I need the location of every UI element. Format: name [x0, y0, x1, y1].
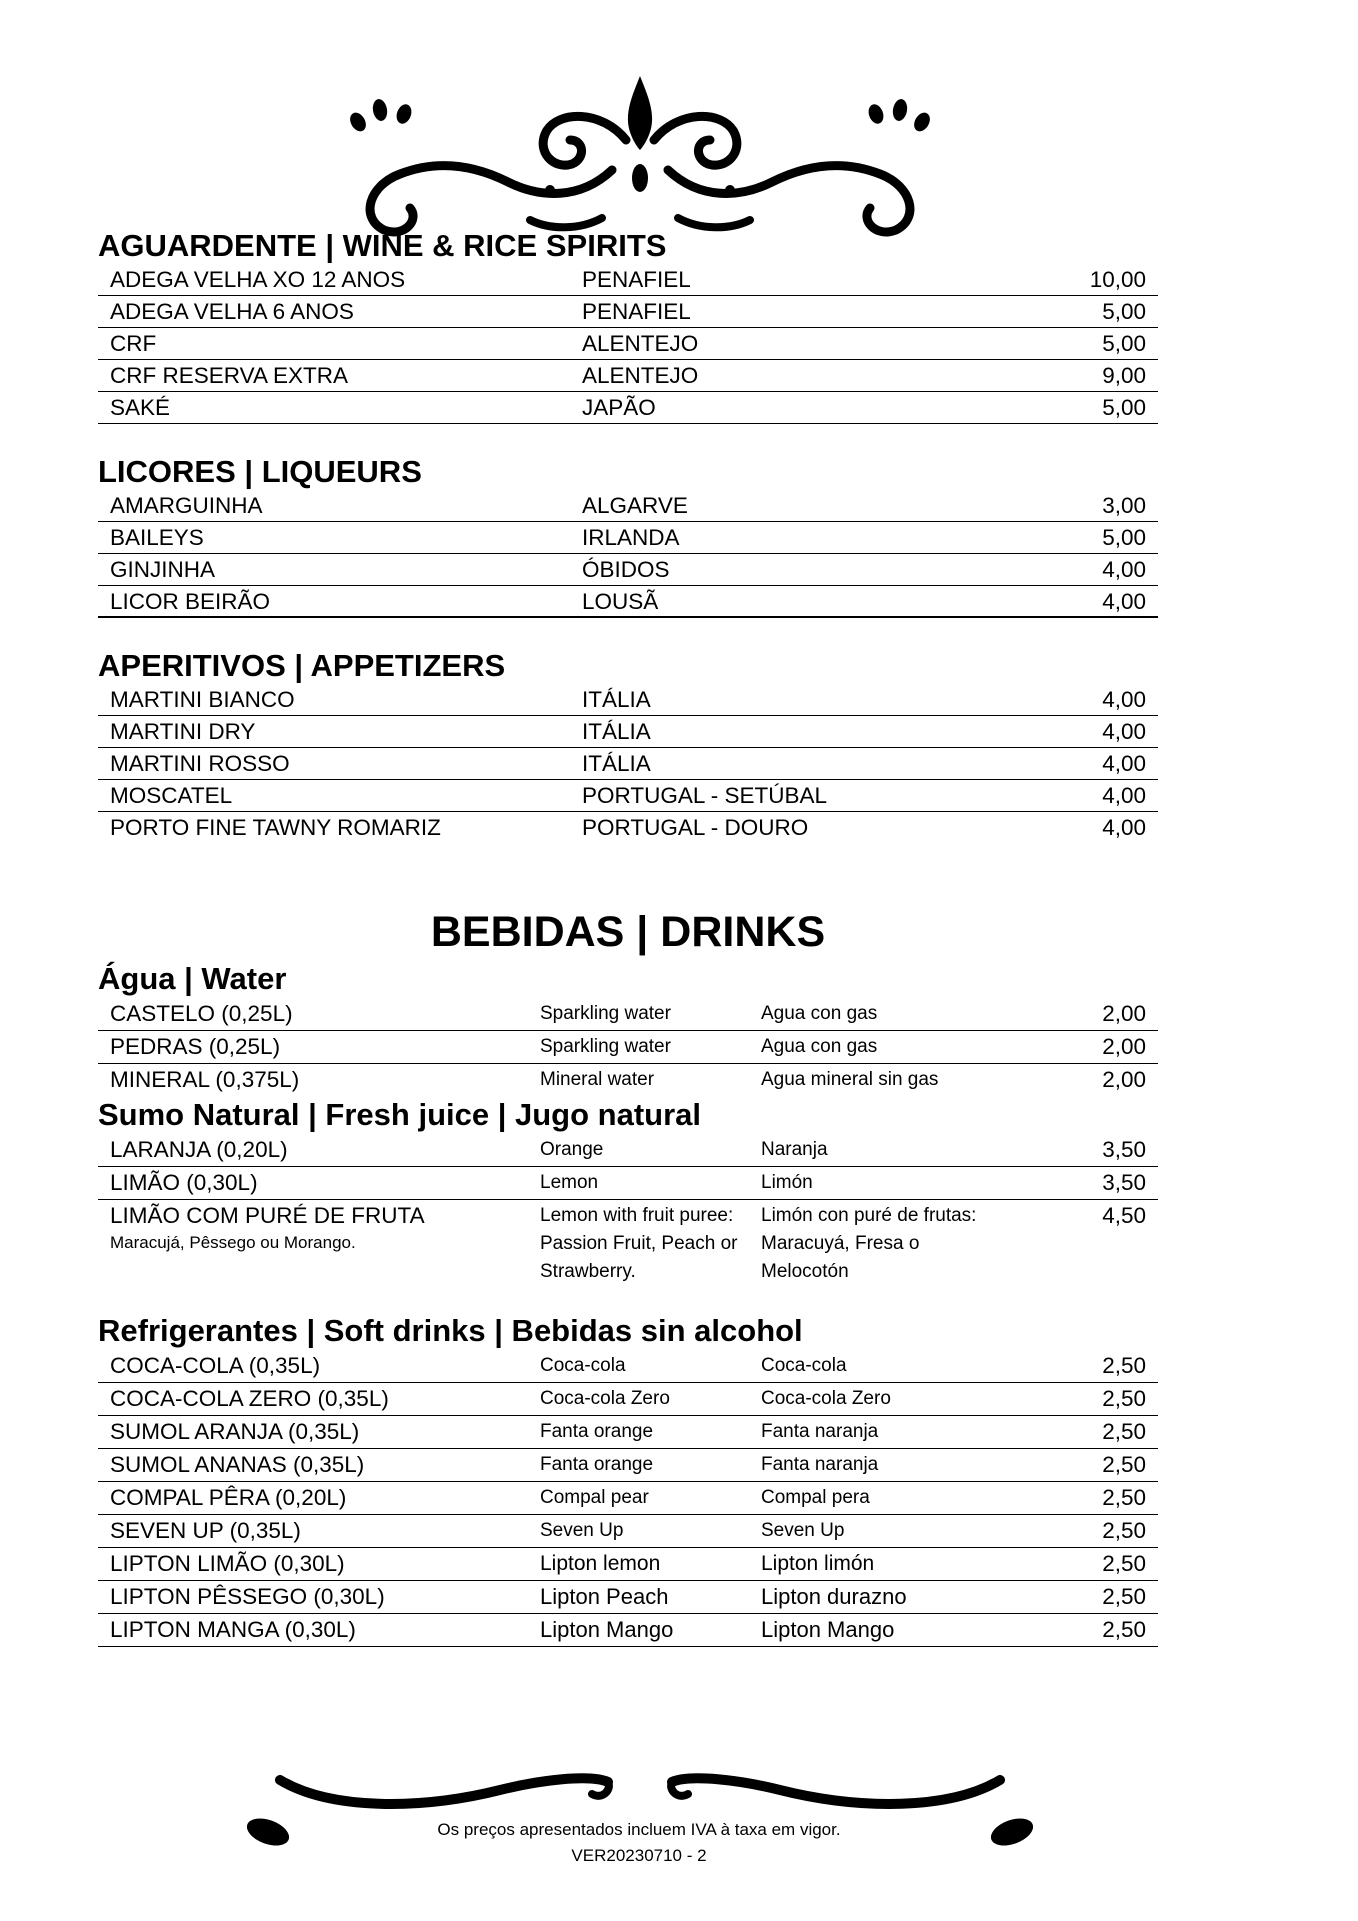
menu-row: [98, 684, 1158, 716]
drink-name: COCA-COLA (0,35L): [110, 1353, 321, 1378]
group-soft-drinks: [98, 1312, 1158, 1647]
item-price: 3,00: [1102, 493, 1146, 518]
drink-name: LARANJA (0,20L): [110, 1137, 288, 1162]
drink-price: 3,50: [1102, 1170, 1146, 1195]
drink-english: Fanta orange: [540, 1454, 654, 1475]
menu-row: [98, 490, 1158, 522]
item-name: MARTINI BIANCO: [110, 687, 295, 712]
top-ornament-flourish-icon: [340, 70, 940, 240]
menu-row: [98, 716, 1158, 748]
item-origin: PORTUGAL - SETÚBAL: [582, 783, 828, 808]
item-name: BAILEYS: [110, 525, 204, 550]
item-name: SAKÉ: [110, 395, 171, 420]
drink-name: LIPTON LIMÃO (0,30L): [110, 1551, 345, 1576]
item-price: 5,00: [1102, 395, 1146, 420]
group-title: Água | Water: [98, 961, 287, 996]
item-origin: ITÁLIA: [582, 719, 651, 744]
drink-spanish: Agua con gas: [761, 1003, 878, 1024]
item-name: LICOR BEIRÃO: [110, 589, 271, 614]
item-name: CRF: [110, 331, 157, 356]
item-origin: ÓBIDOS: [582, 557, 670, 582]
drink-name: COCA-COLA ZERO (0,35L): [110, 1386, 389, 1411]
item-price: 4,00: [1102, 751, 1146, 776]
drink-spanish: Lipton Mango: [761, 1617, 895, 1642]
drink-spanish: Seven Up: [761, 1520, 845, 1541]
drink-row: [98, 1614, 1158, 1647]
drink-spanish: Lipton durazno: [761, 1584, 907, 1609]
group-title: Sumo Natural | Fresh juice | Jugo natural: [98, 1097, 702, 1132]
drink-name: MINERAL (0,375L): [110, 1067, 300, 1092]
drink-price: 2,00: [1102, 1001, 1146, 1026]
drink-english: Lemon: [540, 1172, 599, 1193]
drink-name: SEVEN UP (0,35L): [110, 1518, 301, 1543]
item-price: 4,00: [1102, 783, 1146, 808]
drink-english: Coca-cola Zero: [540, 1388, 670, 1409]
menu-row: [98, 296, 1158, 328]
drink-price: 3,50: [1102, 1137, 1146, 1162]
drink-row: [98, 1350, 1158, 1383]
drink-name: LIPTON MANGA (0,30L): [110, 1617, 356, 1642]
item-origin: PENAFIEL: [582, 267, 691, 292]
group-title: Refrigerantes | Soft drinks | Bebidas sin alcohol: [98, 1313, 803, 1348]
drink-spanish: Coca-cola: [761, 1355, 847, 1376]
item-name: MARTINI DRY: [110, 719, 256, 744]
menu-row: [98, 748, 1158, 780]
drink-name: LIMÃO COM PURÉ DE FRUTA: [110, 1203, 425, 1228]
item-name: MARTINI ROSSO: [110, 751, 290, 776]
item-price: 4,00: [1102, 719, 1146, 744]
menu-row: [98, 812, 1158, 844]
item-price: 4,00: [1102, 687, 1146, 712]
drink-english: Seven Up: [540, 1520, 624, 1541]
menu-row: [98, 360, 1158, 392]
section-licores: [98, 454, 1158, 618]
drink-name: SUMOL ANANAS (0,35L): [110, 1452, 365, 1477]
menu-row: [98, 586, 1158, 618]
drink-price: 4,50: [1102, 1203, 1146, 1228]
menu-content: [98, 228, 1158, 1647]
drink-note: Maracujá, Pêssego ou Morango.: [110, 1233, 356, 1252]
drink-row: [98, 1482, 1158, 1515]
menu-row: [98, 554, 1158, 586]
drink-price: 2,50: [1102, 1452, 1146, 1477]
section-title: APERITIVOS | APPETIZERS: [98, 648, 506, 683]
drink-english: Sparkling water: [540, 1036, 671, 1057]
drinks-title: BEBIDAS | DRINKS: [430, 908, 826, 956]
drink-price: 2,50: [1102, 1551, 1146, 1576]
drink-row: [98, 1581, 1158, 1614]
drink-row: [98, 998, 1158, 1031]
drink-english: Lipton Peach: [540, 1584, 669, 1609]
item-name: AMARGUINHA: [110, 493, 263, 518]
drink-row: [98, 1134, 1158, 1167]
drink-row: [98, 1515, 1158, 1548]
drink-price: 2,00: [1102, 1034, 1146, 1059]
drink-spanish: Coca-cola Zero: [761, 1388, 891, 1409]
section-title: AGUARDENTE | WINE & RICE SPIRITS: [98, 228, 667, 263]
item-price: 9,00: [1102, 363, 1146, 388]
drink-spanish: Limón: [761, 1172, 813, 1193]
item-name: MOSCATEL: [110, 783, 233, 808]
drink-price: 2,50: [1102, 1353, 1146, 1378]
drink-english: Mineral water: [540, 1069, 655, 1090]
item-origin: ALENTEJO: [582, 363, 699, 388]
drink-price: 2,50: [1102, 1485, 1146, 1510]
section-title: LICORES | LIQUEURS: [98, 454, 422, 489]
menu-row: [98, 264, 1158, 296]
drink-name: CASTELO (0,25L): [110, 1001, 293, 1026]
item-name: GINJINHA: [110, 557, 216, 582]
item-origin: PORTUGAL - DOURO: [582, 815, 809, 840]
drink-english: Sparkling water: [540, 1003, 671, 1024]
drink-spanish: Agua mineral sin gas: [761, 1069, 939, 1090]
drink-price: 2,00: [1102, 1067, 1146, 1092]
item-price: 5,00: [1102, 299, 1146, 324]
item-price: 4,00: [1102, 557, 1146, 582]
drink-price: 2,50: [1102, 1617, 1146, 1642]
drink-row: [98, 1416, 1158, 1449]
drink-row: [98, 1064, 1158, 1096]
drink-english: Orange: [540, 1139, 604, 1160]
drink-row: [98, 1383, 1158, 1416]
item-origin: ITÁLIA: [582, 751, 651, 776]
drink-name: SUMOL ARANJA (0,35L): [110, 1419, 360, 1444]
drink-english: Lipton lemon: [540, 1552, 661, 1575]
menu-row: [98, 328, 1158, 360]
item-name: CRF RESERVA EXTRA: [110, 363, 348, 388]
drink-name: PEDRAS (0,25L): [110, 1034, 281, 1059]
footer-tax-note: Os preços apresentados incluem IVA à taxa em vigor.: [437, 1820, 841, 1839]
drink-english: Lemon with fruit puree: Passion Fruit, Peach or Strawberry.: [540, 1205, 738, 1282]
drink-row: [98, 1031, 1158, 1064]
drink-english: Fanta orange: [540, 1421, 654, 1442]
drink-name-block: [110, 1200, 540, 1254]
item-origin: LOUSÃ: [582, 589, 659, 614]
item-price: 4,00: [1102, 589, 1146, 614]
item-origin: ALGARVE: [582, 493, 688, 518]
drink-price: 2,50: [1102, 1584, 1146, 1609]
item-price: 5,00: [1102, 331, 1146, 356]
drink-spanish: Lipton limón: [761, 1552, 875, 1575]
item-name: ADEGA VELHA 6 ANOS: [110, 299, 354, 324]
menu-row: [98, 392, 1158, 424]
item-origin: ITÁLIA: [582, 687, 651, 712]
drink-price: 2,50: [1102, 1419, 1146, 1444]
item-price: 10,00: [1089, 267, 1146, 292]
item-origin: JAPÃO: [582, 395, 656, 420]
drink-price: 2,50: [1102, 1518, 1146, 1543]
section-aperitivos: [98, 648, 1158, 844]
drink-spanish: Fanta naranja: [761, 1421, 879, 1442]
drink-price: 2,50: [1102, 1386, 1146, 1411]
drink-spanish: Fanta naranja: [761, 1454, 879, 1475]
drink-row: [98, 1200, 1158, 1312]
drink-name: COMPAL PÊRA (0,20L): [110, 1485, 347, 1510]
item-name: ADEGA VELHA XO 12 ANOS: [110, 267, 406, 292]
item-price: 4,00: [1102, 815, 1146, 840]
group-water: [98, 960, 1158, 1096]
drink-name: LIPTON PÊSSEGO (0,30L): [110, 1584, 385, 1609]
drink-spanish: Naranja: [761, 1139, 828, 1160]
item-origin: ALENTEJO: [582, 331, 699, 356]
menu-row: [98, 522, 1158, 554]
drink-row: [98, 1548, 1158, 1581]
section-aguardente: [98, 228, 1158, 424]
drink-english: Lipton Mango: [540, 1617, 674, 1642]
item-origin: PENAFIEL: [582, 299, 691, 324]
footer-version: VER20230710 - 2: [571, 1846, 707, 1865]
drink-name: LIMÃO (0,30L): [110, 1170, 258, 1195]
drink-english: Coca-cola: [540, 1355, 626, 1376]
menu-row: [98, 780, 1158, 812]
item-name: PORTO FINE TAWNY ROMARIZ: [110, 815, 441, 840]
drink-row: [98, 1167, 1158, 1200]
item-origin: IRLANDA: [582, 525, 680, 550]
drink-spanish: Limón con puré de frutas: Maracuyá, Fresa o Melocotón: [761, 1205, 977, 1282]
drink-english: Compal pear: [540, 1487, 649, 1508]
group-juice: [98, 1096, 1158, 1312]
drink-row: [98, 1449, 1158, 1482]
item-price: 5,00: [1102, 525, 1146, 550]
drink-spanish: Agua con gas: [761, 1036, 878, 1057]
drink-spanish: Compal pera: [761, 1487, 870, 1508]
